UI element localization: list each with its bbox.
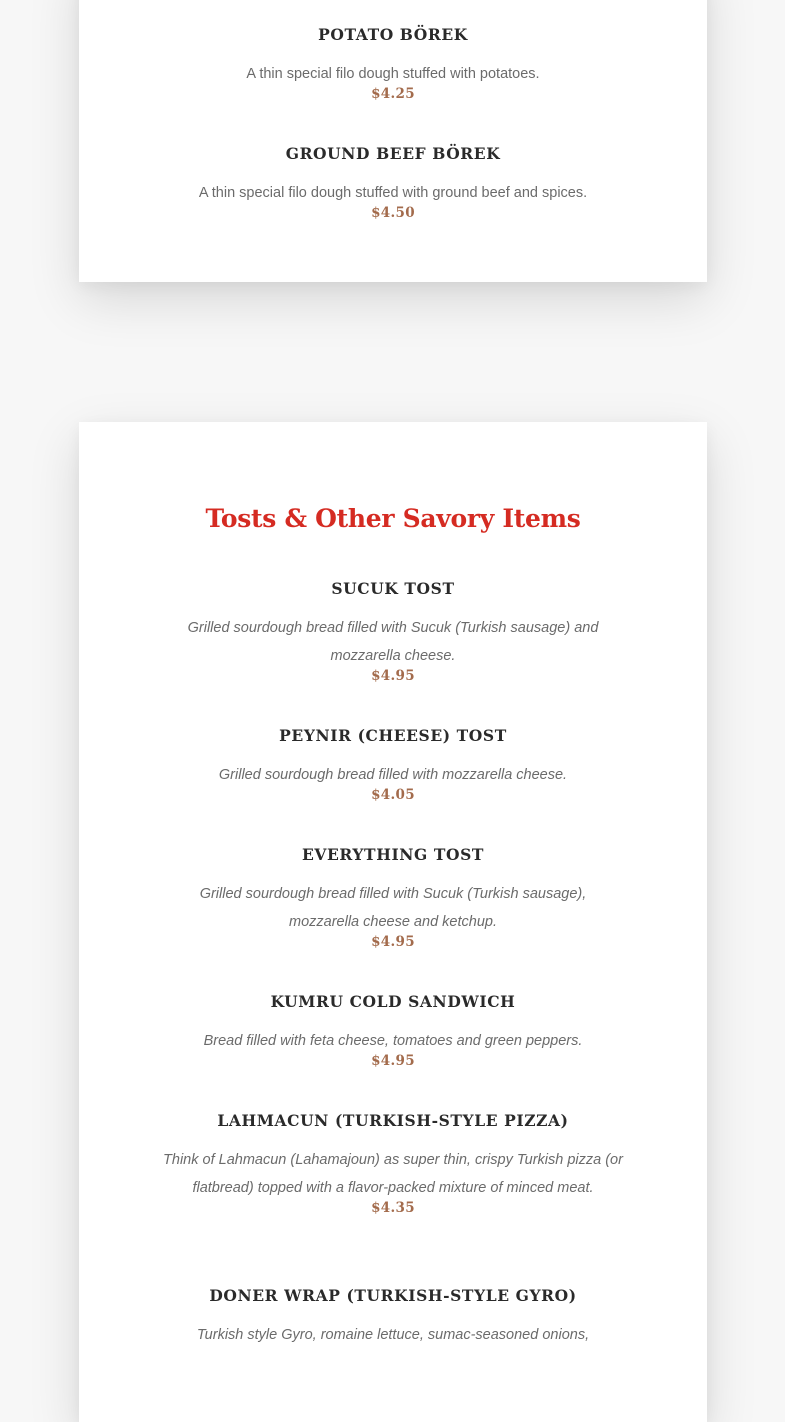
menu-item-price: $4.05 — [371, 787, 415, 803]
menu-item — [79, 1111, 707, 1218]
menu-item-name: DONER WRAP (TURKISH-STYLE GYRO) — [209, 1286, 577, 1305]
menu-item-name: EVERYTHING TOST — [301, 845, 485, 864]
menu-item-name: GROUND BEEF BÖREK — [285, 144, 501, 163]
menu-section-card-borek — [79, 0, 707, 282]
menu-item — [79, 726, 707, 805]
menu-item-price: $4.95 — [371, 934, 415, 950]
menu-item-price: $4.95 — [371, 1053, 415, 1069]
menu-item-description: Bread filled with feta cheese, tomatoes and green peppers. — [203, 1033, 583, 1049]
menu-item-description: Grilled sourdough bread filled with mozzarella cheese. — [218, 767, 568, 783]
menu-item — [79, 579, 707, 686]
menu-item-description: Think of Lahmacun (Lahamajoun) as super thin, crispy Turkish pizza (or flatbread) topped with a flavor-packed mixture of minced meat. — [163, 1152, 623, 1196]
menu-item-price: $4.50 — [371, 205, 415, 221]
section-title: Tosts & Other Savory Items — [205, 504, 581, 533]
menu-item-name: LAHMACUN (TURKISH-STYLE PIZZA) — [217, 1111, 569, 1130]
menu-item-name: PEYNIR (CHEESE) TOST — [279, 726, 507, 745]
menu-item-name: SUCUK TOST — [331, 579, 455, 598]
menu-item-price: $4.35 — [371, 1200, 415, 1216]
menu-item — [79, 25, 707, 104]
menu-item — [79, 992, 707, 1071]
menu-item — [79, 1286, 707, 1349]
menu-item-description: Turkish style Gyro, romaine lettuce, sumac-seasoned onions, — [196, 1327, 590, 1343]
menu-item-name: KUMRU COLD SANDWICH — [270, 992, 516, 1011]
menu-item-description: Grilled sourdough bread filled with Sucuk (Turkish sausage), mozzarella cheese and ketchup. — [199, 886, 587, 930]
menu-item-name: POTATO BÖREK — [318, 25, 468, 44]
menu-item-description: A thin special filo dough stuffed with ground beef and spices. — [198, 185, 588, 201]
menu-item — [79, 845, 707, 952]
menu-item-price: $4.25 — [371, 86, 415, 102]
menu-item-price: $4.95 — [371, 668, 415, 684]
menu-item-description: A thin special filo dough stuffed with potatoes. — [246, 66, 540, 82]
menu-item-description: Grilled sourdough bread filled with Sucuk (Turkish sausage) and mozzarella cheese. — [187, 620, 599, 664]
menu-item — [79, 144, 707, 223]
menu-section-card-tosts — [79, 422, 707, 1422]
